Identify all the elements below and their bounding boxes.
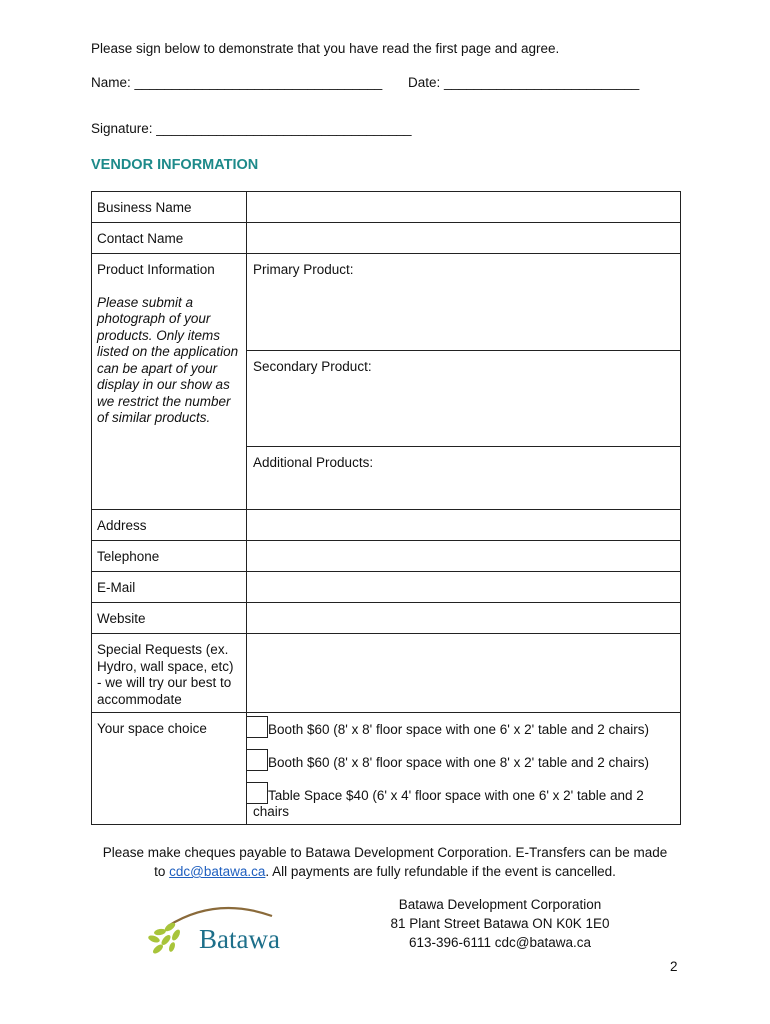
signature-field[interactable]: Signature: __________________________________ [91,121,412,136]
address-input[interactable] [247,510,681,541]
contact-block [370,895,630,952]
email-link[interactable]: cdc@batawa.ca [169,864,266,879]
email-label: E-Mail [97,580,136,595]
name-field[interactable]: Name: _________________________________ [91,75,383,90]
contact-org: Batawa Development Corporation [398,897,602,912]
payment-refund-text: . All payments are fully refundable if the event is cancelled. [265,864,616,879]
space-option-2[interactable] [247,749,680,782]
space-option-3[interactable] [247,782,680,824]
contact-phone-email: 613-396-6111 cdc@batawa.ca [408,935,592,950]
special-requests-label: Special Requests (ex. Hydro, wall space, etc) - we will try our best to accommodate [97,642,234,707]
product-photo-note: Please submit a photograph of your products. Only items listed on the application can be apart of your display in our show as we restrict the number of similar products. [97,294,239,425]
payment-line-1: Please make cheques payable to Batawa Development Corporation. E-Transfers can be made [102,845,668,860]
checkbox[interactable] [246,716,268,738]
space-option-1[interactable] [247,716,680,749]
additional-products-label: Additional Products: [253,455,374,470]
payment-note [60,843,710,881]
contact-name-label: Contact Name [97,231,184,246]
special-requests-input[interactable] [247,634,681,713]
logo-text: Batawa [199,924,280,954]
business-name-label: Business Name [97,200,192,215]
space-option-2-label: Booth $60 (8' x 8' floor space with one 8' x 2' table and 2 chairs) [268,755,650,770]
page-number: 2 [670,959,678,974]
secondary-product-label: Secondary Product: [253,359,372,374]
telephone-input[interactable] [247,541,681,572]
address-label: Address [97,518,147,533]
website-label: Website [97,611,146,626]
checkbox[interactable] [246,749,268,771]
website-input[interactable] [247,603,681,634]
business-name-input[interactable] [247,192,681,223]
secondary-product-field[interactable] [247,351,680,447]
space-option-1-label: Booth $60 (8' x 8' floor space with one 6' x 2' table and 2 chairs) [268,722,650,737]
payment-line-2 [60,862,710,881]
vendor-information-table [91,191,681,825]
additional-products-field[interactable] [247,447,680,509]
date-field[interactable]: Date: __________________________ [408,75,640,90]
product-information-label: Product Information [97,262,215,277]
sign-instruction: Please sign below to demonstrate that you have read the first page and agree. [91,41,560,56]
telephone-label: Telephone [97,549,160,564]
contact-address: 81 Plant Street Batawa ON K0K 1E0 [390,916,610,931]
email-input[interactable] [247,572,681,603]
vendor-information-heading: VENDOR INFORMATION [91,157,259,173]
payment-to: to [154,864,170,879]
space-option-3-label: Table Space $40 (6' x 4' floor space with one 6' x 2' table and 2 chairs [253,788,644,819]
contact-name-input[interactable] [247,223,681,254]
primary-product-field[interactable] [247,254,680,351]
space-choice-label: Your space choice [97,721,207,736]
primary-product-label: Primary Product: [253,262,354,277]
